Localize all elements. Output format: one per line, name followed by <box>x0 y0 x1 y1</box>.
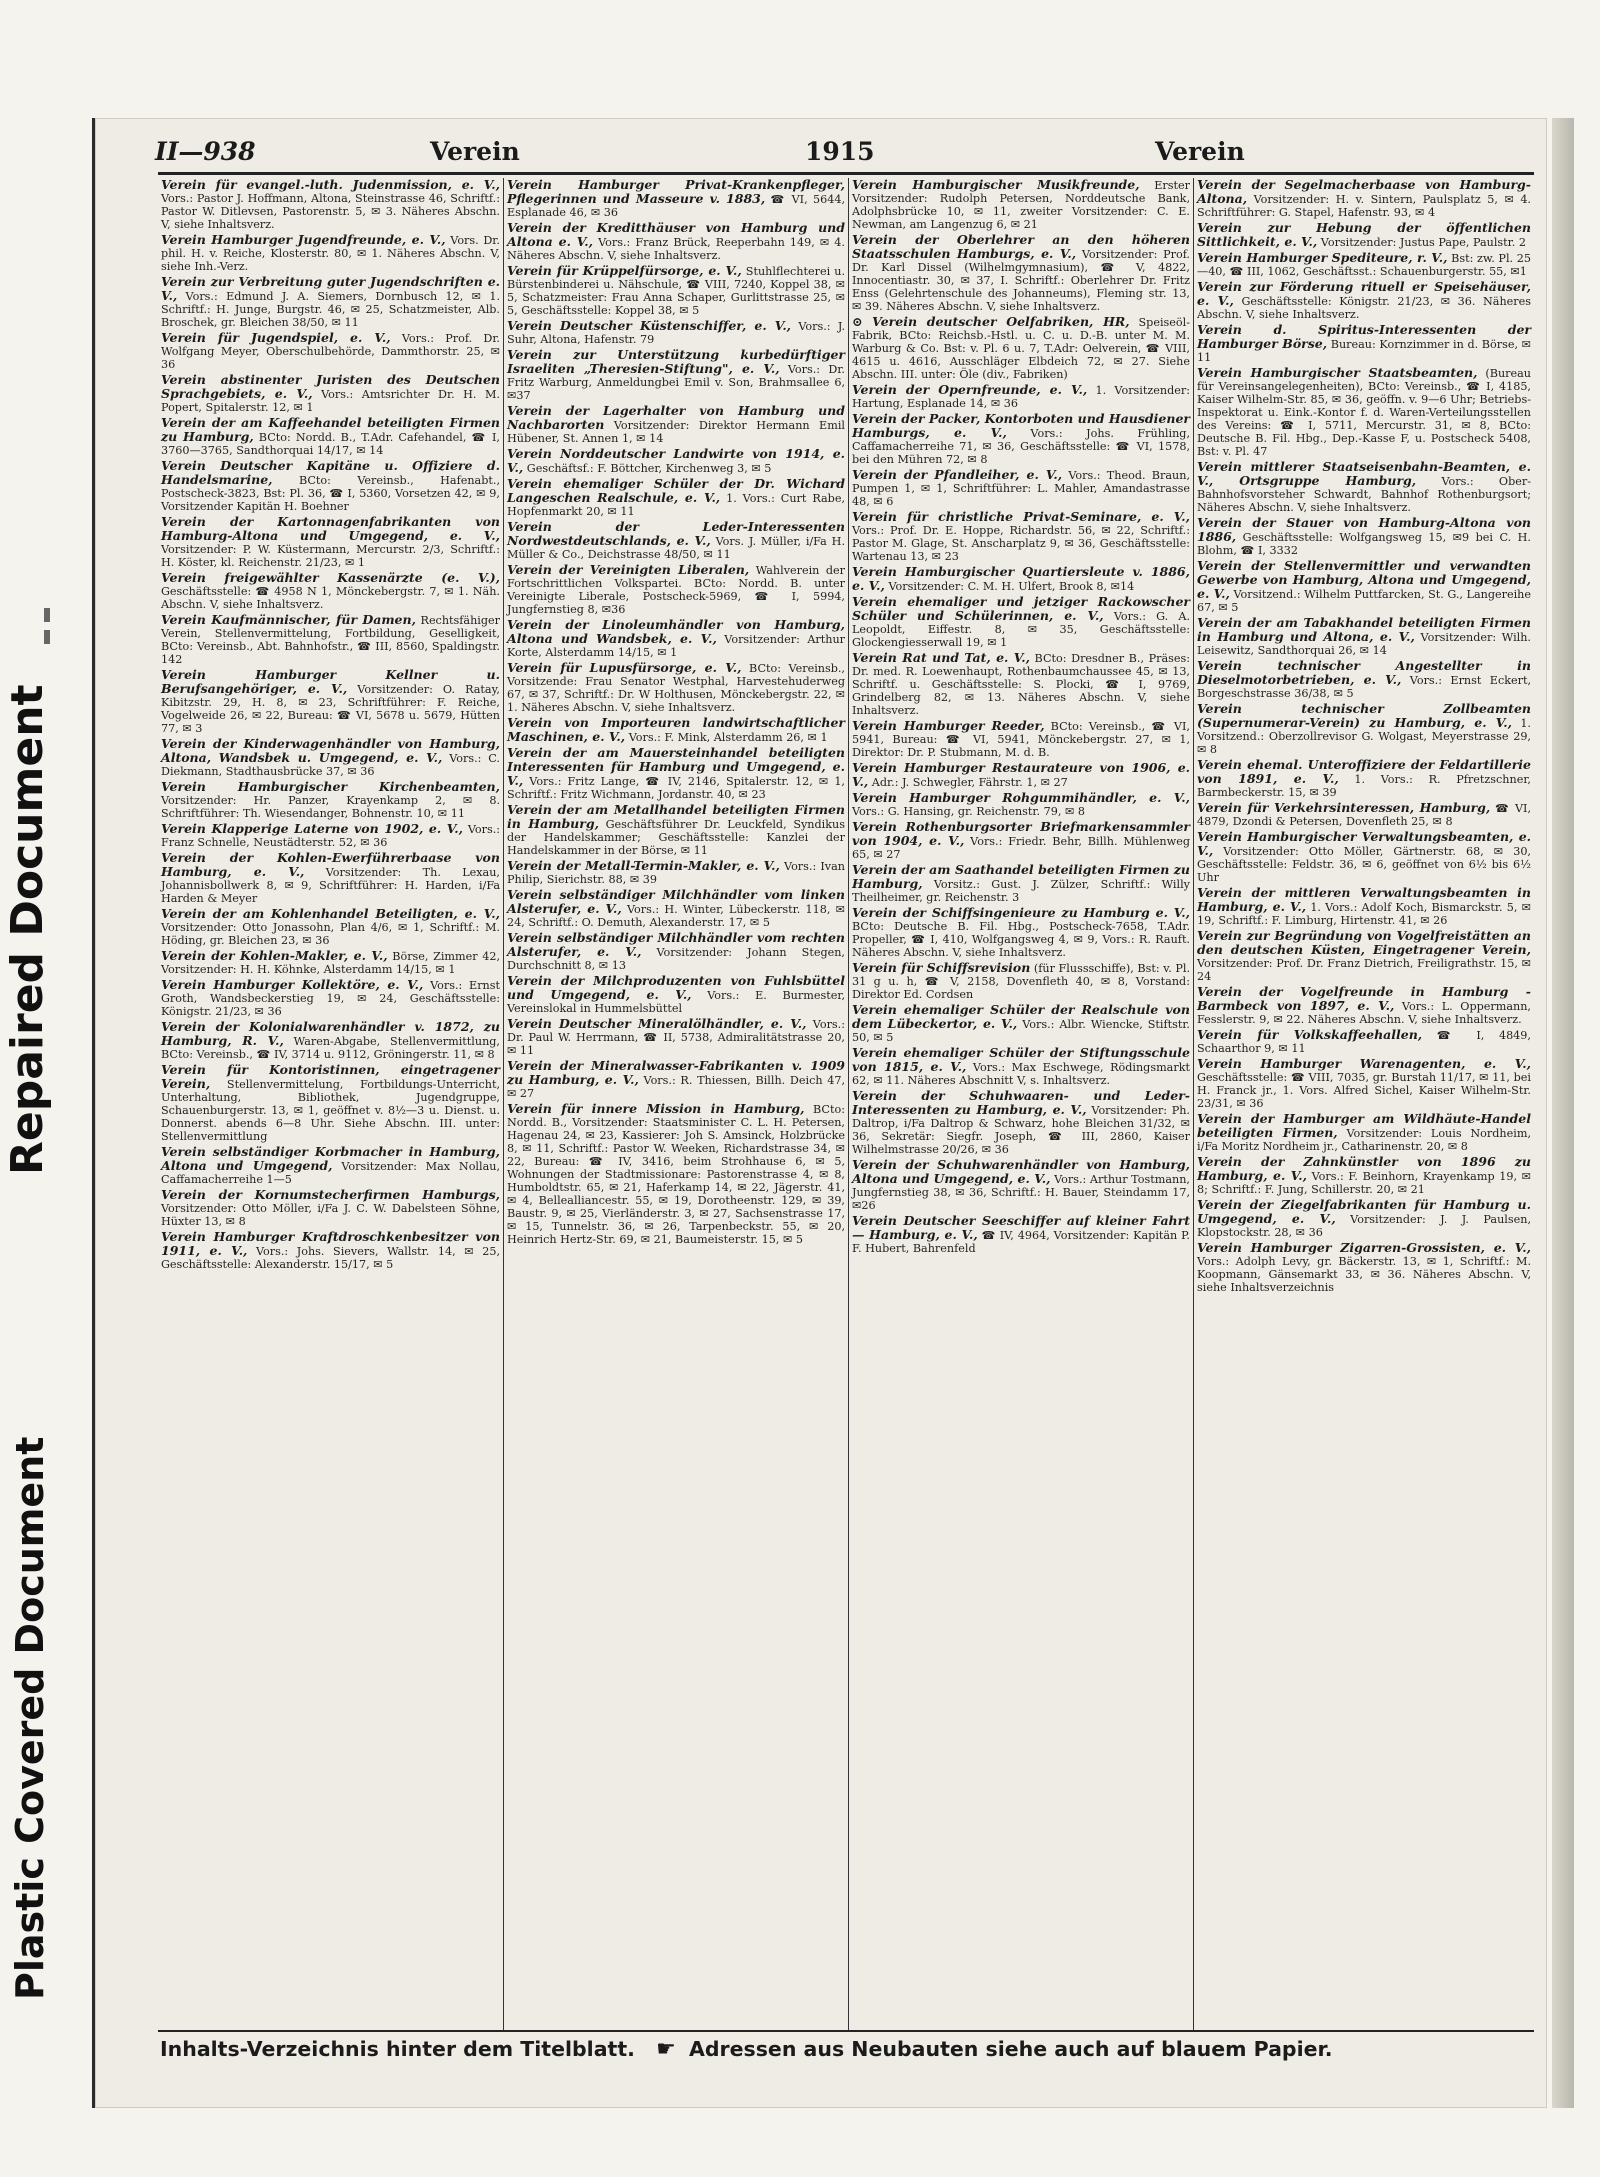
directory-entry <box>1197 460 1531 514</box>
entry-heading: Verein für christliche Privat-Seminare, e. V., <box>852 509 1190 524</box>
directory-entry <box>1197 616 1531 657</box>
directory-entry <box>507 618 845 659</box>
entry-body: Vorsitz.: Gust. J. Zülzer, Schriftf.: Willy Theilheimer, gr. Reichenstr. 3 <box>852 878 1190 904</box>
entry-heading: Verein der Kornumstecherfirmen Hamburgs, <box>161 1187 500 1202</box>
directory-entry <box>507 447 845 475</box>
directory-entry <box>161 571 500 611</box>
entry-heading: Verein der Kohlen-Makler, e. V., <box>161 948 388 963</box>
directory-entry <box>507 746 845 801</box>
entry-body: BCto: Nordd. B., T.Adr. Cafehandel, ☎ I, 3760—3765, Sandthorquai 14/17, ✉ 14 <box>161 431 500 457</box>
header-year: 1915 <box>805 137 875 166</box>
directory-entry <box>1197 178 1531 219</box>
entry-body: Vors.: Albr. Wiencke, Stiftstr. 50, ✉ 5 <box>852 1018 1190 1044</box>
directory-entry <box>852 961 1190 1001</box>
entry-body: 1. Vorsitzend.: Oberzollrevisor G. Wolgast, Meyerstrasse 29, ✉ 8 <box>1197 717 1531 756</box>
entry-heading: Verein Hamburgischer Musikfreunde, <box>852 178 1140 192</box>
entry-heading: Verein der am Kaffeehandel beteiligten Firmen zu Hamburg, <box>161 415 500 444</box>
directory-entry <box>1197 251 1531 278</box>
column-3 <box>848 178 1193 2030</box>
directory-entry <box>1197 886 1531 927</box>
entry-body: Vors.: Ivan Philip, Sierichstr. 88, ✉ 39 <box>507 860 846 886</box>
column-1 <box>158 178 503 2030</box>
page-edge <box>1552 118 1574 2108</box>
entry-heading: Verein für Verkehrsinteressen, Hamburg, <box>1197 800 1491 815</box>
entry-body: Vorsitzender: Arthur Korte, Alsterdamm 14/15, ✉ 1 <box>507 633 846 659</box>
entry-heading: Verein für Krüppelfürsorge, e. V., <box>507 263 742 278</box>
entry-heading: Verein Deutscher Kapitäne u. Offiziere d. Handelsmarine, <box>161 458 500 487</box>
page-number: II—938 <box>155 137 256 166</box>
entry-body: Vorsitzender: P. W. Küstermann, Mercurstr. 2/3, Schriftf.: H. Köster, kl. Reichenstr. 21/23, ✉ 1 <box>161 543 500 569</box>
entry-heading: Verein zur Hebung der öffentlichen Sittlichkeit, e. V., <box>1197 220 1531 249</box>
directory-entry <box>852 233 1190 313</box>
directory-entry <box>1197 985 1531 1026</box>
directory-entry <box>1197 659 1531 700</box>
entry-body: Geschäftsstelle: ☎ VIII, 7035, gr. Burstah 11/17, ✉ 11, bei H. Franck jr., 1. Vors. Alfred Sichel, Kaiser Wilhelm-Str. 23/31, ✉ 36 <box>1197 1071 1531 1110</box>
entry-body: Geschäftsstelle: ☎ 4958 N 1, Mönckebergstr. 7, ✉ 1. Näh. Abschn. V, siehe Inhaltsverz. <box>161 585 500 611</box>
entry-heading: Verein zur Begründung von Vogelfreistätten an den deutschen Küsten, Eingetragener Verein, <box>1197 928 1531 957</box>
entry-body: Vors.: Adolph Levy, gr. Bäckerstr. 13, ✉ 1, Schriftf.: M. Koopmann, Gänsemarkt 33, ✉ 36. Näheres Abschn. V, siehe Inhaltsverzeichnis <box>1197 1255 1531 1294</box>
directory-entry <box>161 1145 500 1186</box>
directory-entry <box>852 1214 1190 1255</box>
directory-entry <box>507 1017 845 1057</box>
entry-heading: Verein der Kinderwagenhändler von Hamburg, Altona, Wandsbek u. Umgegend, e. V., <box>161 736 500 765</box>
entry-body: Vors.: Friedr. Behr, Billh. Mühlenweg 65, ✉ 27 <box>852 835 1190 861</box>
page-header <box>155 137 1535 169</box>
directory-entry <box>852 178 1190 231</box>
entry-heading: Verein der Kolonialwarenhändler v. 1872, zu Hamburg, R. V., <box>161 1019 500 1048</box>
directory-entry <box>507 859 845 886</box>
entry-body: (für Flussschiffe), Bst: v. Pl. 31 g u. h, ☎ V, 2158, Dovenfleth 40, ✉ 8, Vorstand: Direktor Ed. Cordsen <box>852 962 1191 1001</box>
entry-body: Adr.: J. Schwegler, Fährstr. 1, ✉ 27 <box>871 776 1068 789</box>
entry-body: Vorsitzender: Otto Möller, Gärtnerstr. 68, ✉ 30, Geschäftsstelle: Feldstr. 36, ✉ 6, geöffnet von 6½ bis 6½ Uhr <box>1197 845 1531 884</box>
directory-entry <box>852 1089 1190 1156</box>
directory-entry <box>1197 1241 1531 1294</box>
entry-heading: ⊙ Verein deutscher Oelfabriken, HR, <box>852 314 1130 329</box>
entry-body: Vors.: Fritz Lange, ☎ IV, 2146, Spitalerstr. 12, ✉ 1, Schriftf.: Fritz Wichmann, Jordanstr. 40, ✉ 23 <box>507 775 845 801</box>
entry-heading: Verein Hamburger Kraftdroschkenbesitzer von 1911, e. V., <box>161 1229 500 1258</box>
entry-body: BCto: Vereinsb., Hafenabt., Postscheck-3823, Bst: Pl. 36, ☎ I, 5360, Vorsetzen 42, ✉ 9, Vorsitzender Kapitän H. Boehner <box>161 474 500 513</box>
entry-heading: Verein ehemaliger und jetziger Rackowscher Schüler und Schülerinnen, e. V., <box>852 594 1190 623</box>
directory-entry <box>507 404 845 445</box>
entry-body: Vorsitzender: Ph. Daltrop, i/Fa Daltrop & Schwarz, hohe Bleichen 31/32, ✉ 36, Sekretär: Siegfr. Joseph, ☎ III, 2860, Kaiser Wilhelmstrasse 20/26, ✉ 36 <box>852 1104 1190 1156</box>
entry-body: Vorsitzender: Louis Nordheim, i/Fa Moritz Nordheim jr., Catharinenstr. 20, ✉ 8 <box>1197 1127 1531 1153</box>
entry-heading: Verein technischer Angestellter in Dieselmotorbetrieben, e. V., <box>1197 658 1531 687</box>
entry-heading: Verein zur Förderung rituell er Speisehäuser, e. V., <box>1197 279 1531 308</box>
entry-heading: Verein der am Tabakhandel beteiligten Firmen in Hamburg und Altona, e. V., <box>1197 615 1531 644</box>
entry-heading: Verein Hamburger Kellner u. Berufsangehöriger, e. V., <box>161 667 500 696</box>
entry-body: Vors.: C. Diekmann, Stadthausbrücke 37, ✉ 36 <box>161 752 500 778</box>
entry-heading: Verein technischer Zollbeamten (Supernumerar-Verein) zu Hamburg, e. V., <box>1197 701 1531 730</box>
entry-heading: Verein für Kontoristinnen, eingetragener Verein, <box>161 1062 500 1091</box>
entry-heading: Verein der Schiffsingenieure zu Hamburg e. V., <box>852 905 1190 920</box>
entry-body: BCto: Vereinsb., Vorsitzende: Frau Senator Westphal, Harvestehuderweg 67, ✉ 37, Schriftf.: Dr. W Holthusen, Mönckebergstr. 22, ✉ 1. Näheres Abschn. V, siehe Inhaltsverz. <box>507 662 845 714</box>
entry-heading: Verein Hamburger Restaurateure von 1906, e. V., <box>852 760 1190 789</box>
entry-body: Vors.: F. Beinhorn, Krayenkamp 19, ✉ 8; Schriftf.: F. Jung, Schillerstr. 20, ✉ 21 <box>1197 1170 1531 1196</box>
entry-body: Vors.: Franz Schnelle, Neustädterstr. 52, ✉ 36 <box>161 823 501 849</box>
directory-entry <box>1197 221 1531 249</box>
pointing-hand-icon: ☛ <box>656 2037 676 2062</box>
entry-body: 1. Vors.: R. Pfretzschner, Barmbeckerstr. 15, ✉ 39 <box>1197 773 1531 799</box>
footer-rule <box>158 2030 1534 2032</box>
entry-heading: Verein der Packer, Kontorboten und Hausdiener Hamburgs, e. V., <box>852 411 1190 440</box>
directory-entry <box>507 264 845 317</box>
entry-heading: Verein der Segelmacherbaase von Hamburg-Altona, <box>1197 178 1531 206</box>
margin-mark <box>44 608 50 622</box>
entry-body: Geschäftsf.: F. Böttcher, Kirchenweg 3, ✉ 5 <box>526 462 772 475</box>
directory-entry <box>1197 1112 1531 1153</box>
directory-entry <box>1197 516 1531 557</box>
entry-heading: Verein Hamburger Spediteure, r. V., <box>1197 250 1448 265</box>
entry-heading: Verein Hamburger Warenagenten, e. V., <box>1197 1056 1531 1071</box>
directory-entry <box>1197 758 1531 799</box>
directory-entry <box>161 737 500 778</box>
entry-body: Vors.: Ernst Groth, Wandsbeckerstieg 19, ✉ 24, Geschäftsstelle: Königstr. 21/23, ✉ 36 <box>161 979 500 1018</box>
entry-heading: Verein Hamburger Rohgummihändler, e. V., <box>852 790 1190 805</box>
entry-heading: Verein der Mineralwasser-Fabrikanten v. 1909 zu Hamburg, e. V., <box>507 1058 845 1087</box>
entry-heading: Verein Rothenburgsorter Briefmarkensammler von 1904, e. V., <box>852 819 1190 848</box>
directory-entry <box>161 178 500 231</box>
directory-entry <box>852 315 1190 381</box>
directory-columns <box>158 178 1534 2030</box>
entry-heading: Verein der am Kohlenhandel Beteiligten, e. V., <box>161 906 500 921</box>
directory-entry <box>1197 702 1531 756</box>
entry-body: Vors.: Dr. Paul W. Herrmann, ☎ II, 5738, Admiralitätstrasse 20, ✉ 11 <box>507 1018 845 1057</box>
footer-address-note: Adressen aus Neubauten siehe auch auf blauem Papier. <box>688 2037 1333 2061</box>
entry-body: ☎ IV, 4964, Vorsitzender: Kapitän P. F. Hubert, Bahrenfeld <box>852 1229 1190 1255</box>
directory-entry <box>507 803 845 857</box>
entry-heading: Verein Hamburger Kollektöre, e. V., <box>161 977 424 992</box>
entry-heading: Verein der Kartonnagenfabrikanten von Hamburg-Altona und Umgegend, e. V., <box>161 514 500 543</box>
directory-entry <box>1197 366 1531 458</box>
entry-heading: Verein für innere Mission in Hamburg, <box>507 1101 805 1116</box>
directory-entry <box>161 822 500 849</box>
entry-heading: Verein Deutscher Seeschiffer auf kleiner Fahrt — Hamburg, e. V., <box>852 1213 1190 1242</box>
entry-body: Vors.: Max Eschwege, Rödingsmarkt 62, ✉ 11. Näheres Abschnitt V, s. Inhaltsverz. <box>852 1061 1190 1087</box>
directory-entry <box>852 565 1190 593</box>
entry-body: Vors.: Ernst Eckert, Borgeschstrasse 36/38, ✉ 5 <box>1197 674 1532 700</box>
entry-heading: Verein ehemal. Unteroffiziere der Feldartillerie von 1891, e. V., <box>1197 757 1531 786</box>
entry-heading: Verein der Oberlehrer an den höheren Staatsschulen Hamburgs, e. V., <box>852 232 1190 261</box>
directory-entry <box>507 661 845 714</box>
entry-heading: Verein der am Metallhandel beteiligten Firmen in Hamburg, <box>507 802 845 831</box>
entry-body: ☎ VI, 5644, Esplanade 46, ✉ 36 <box>507 193 845 219</box>
directory-entry <box>161 459 500 513</box>
directory-entry <box>852 510 1190 563</box>
entry-heading: Verein Rat und Tat, e. V., <box>852 650 1030 665</box>
entry-heading: Verein Hamburger Zigarren-Grossisten, e. V., <box>1197 1240 1531 1255</box>
directory-entry <box>852 651 1190 717</box>
directory-entry <box>852 1158 1190 1212</box>
entry-heading: Verein der Stellenvermittler und verwandten Gewerbe von Hamburg, Altona und Umgegend, e. V., <box>1197 558 1531 601</box>
directory-entry <box>1197 1155 1531 1196</box>
entry-heading: Verein ehemaliger Schüler der Dr. Wichard Langeschen Realschule, e. V., <box>507 476 845 505</box>
entry-heading: Verein Hamburger Jugendfreunde, e. V., <box>161 232 446 247</box>
directory-entry <box>852 1046 1190 1087</box>
directory-entry <box>507 221 845 262</box>
directory-entry <box>161 416 500 457</box>
entry-body: Vorsitzender: Th. Lexau, Johannisbollwerk 8, ✉ 9, Schriftführer: H. Harden, i/Fa Harden & Meyer <box>161 866 500 905</box>
directory-entry <box>1197 830 1531 884</box>
repaired-document-label: Repaired Document <box>2 684 53 1175</box>
entry-body: Vors.: E. Burmester, Vereinslokal in Hummelsbüttel <box>507 989 845 1015</box>
directory-entry <box>1197 801 1531 828</box>
directory-entry <box>161 668 500 735</box>
entry-heading: Verein Deutscher Mineralölhändler, e. V., <box>507 1016 807 1031</box>
entry-heading: Verein der Opernfreunde, e. V., <box>852 382 1088 397</box>
entry-heading: Verein der Kohlen-Ewerführerbaase von Hamburg, e. V., <box>161 850 500 879</box>
column-4 <box>1193 178 1534 2030</box>
directory-entry <box>507 931 845 972</box>
entry-body: Vors.: G. Hansing, gr. Reichenstr. 79, ✉ 8 <box>852 805 1086 818</box>
entry-body: Vors. J. Müller, i/Fa H. Müller & Co., Deichstrasse 48/50, ✉ 11 <box>507 535 845 561</box>
directory-entry <box>161 907 500 947</box>
entry-body: Vorsitzender: Max Nollau, Caffamacherreihe 1—5 <box>161 1160 501 1186</box>
directory-entry <box>1197 1057 1531 1110</box>
entry-heading: Verein mittlerer Staatseisenbahn-Beamten, e. V., Ortsgruppe Hamburg, <box>1197 459 1531 488</box>
entry-body: Waren-Abgabe, Stellenvermittlung, BCto: Vereinsb., ☎ IV, 3714 u. 9112, Gröningerstr. 11, ✉ 8 <box>161 1035 500 1061</box>
directory-entry <box>1197 559 1531 614</box>
entry-heading: Verein ehemaliger Schüler der Realschule von dem Lübeckertor, e. V., <box>852 1002 1190 1031</box>
entry-body: ☎ VI, 4879, Dzondi & Petersen, Dovenfleth 25, ✉ 8 <box>1197 802 1531 828</box>
entry-heading: Verein Hamburgischer Verwaltungsbeamten, e. V., <box>1197 829 1531 858</box>
entry-body: Vors.: Ober-Bahnhofsvorsteher Schwardt, Bahnhof Rothenburgsort; Näheres Abschn. V, siehe Inhaltsverz. <box>1197 475 1531 514</box>
entry-body: Vors.: Franz Brück, Reeperbahn 149, ✉ 4. Näheres Abschn. V, siehe Inhaltsverz. <box>507 236 845 262</box>
directory-entry <box>852 383 1190 410</box>
entry-body: Geschäftsstelle: Wolfgangsweg 15, ✉9 bei C. H. Blohm, ☎ I, 3332 <box>1197 531 1531 557</box>
entry-heading: Verein für Lupusfürsorge, e. V., <box>507 660 742 675</box>
footer-index-note: Inhalts-Verzeichnis hinter dem Titelblatt. <box>160 2037 635 2061</box>
entry-body: Vors.: Prof. Dr. E. Hoppe, Richardstr. 56, ✉ 22, Schriftf.: Pastor M. Glage, St. Anscharplatz 9, ✉ 36, Geschäftsstelle: Wartenau 13, ✉ 23 <box>852 524 1190 563</box>
directory-entry <box>852 412 1190 466</box>
entry-heading: Verein abstinenter Juristen des Deutschen Sprachgebiets, e. V., <box>161 372 500 401</box>
directory-entry <box>507 477 845 518</box>
entry-heading: Verein der Pfandleiher, e. V., <box>852 467 1063 482</box>
directory-entry <box>161 851 500 905</box>
directory-entry <box>1197 323 1531 364</box>
directory-entry <box>161 1188 500 1228</box>
directory-entry <box>507 1102 845 1246</box>
directory-entry <box>507 563 845 616</box>
entry-heading: Verein der Vereinigten Liberalen, <box>507 562 750 577</box>
entry-heading: Verein der Ziegelfabrikanten für Hamburg u. Umgegend, e. V., <box>1197 1197 1531 1226</box>
entry-body: Vorsitzender: Otto Möller, i/Fa J. C. W. Dabelsteen Söhne, Hüxter 13, ✉ 8 <box>161 1202 500 1228</box>
entry-body: Vorsitzender: Justus Pape, Paulstr. 2 <box>1320 236 1527 249</box>
entry-body: Vorsitzender: Prof. Dr. Franz Dietrich, Freiligrathstr. 15, ✉ 24 <box>1197 957 1531 983</box>
entry-body: 1. Vors.: Curt Rabe, Hopfenmarkt 20, ✉ 11 <box>507 492 846 518</box>
header-right-word: Verein <box>1155 137 1245 166</box>
entry-body: Vors.: R. Thiessen, Billh. Deich 47, ✉ 27 <box>507 1074 846 1100</box>
margin-mark <box>44 630 50 644</box>
entry-heading: Verein der am Mauersteinhandel beteiligten Interessenten für Hamburg und Umgegend, e. V., <box>507 745 845 788</box>
entry-body: Vors.: G. A. Leopoldt, Eiffestr. 8, ✉ 35, Geschäftsstelle: Glockengiesserwall 19, ✉ 1 <box>852 610 1191 649</box>
directory-entry <box>507 319 845 346</box>
entry-heading: Verein Norddeutscher Landwirte von 1914, e. V., <box>507 446 845 475</box>
entry-body: Geschäftsstelle: Königstr. 21/23, ✉ 36. Näheres Abschn. V, siehe Inhaltsverz. <box>1197 295 1532 321</box>
directory-entry <box>161 613 500 666</box>
entry-heading: Verein Klapperige Laterne von 1902, e. V., <box>161 821 464 836</box>
entry-body: ☎ I, 4849, Schaarthor 9, ✉ 11 <box>1197 1029 1531 1055</box>
directory-entry <box>1197 929 1531 983</box>
directory-entry <box>852 863 1190 904</box>
entry-body: Wahlverein der Fortschrittlichen Volkspartei. BCto: Nordd. B. unter Vereinigte Liberale, Postscheck-5969, ☎ I, 5994, Jungfernstieg 8, ✉36 <box>507 564 845 616</box>
directory-entry <box>161 1020 500 1061</box>
entry-heading: Verein der Stauer von Hamburg-Altona von 1886, <box>1197 515 1531 544</box>
entry-body: Vorsitzender: Otto Jonassohn, Plan 4/6, ✉ 1, Schriftf.: M. Höding, gr. Bleichen 23, ✉ 36 <box>161 921 500 947</box>
entry-body: Vorsitzender: J. J. Paulsen, Klopstockstr. 28, ✉ 36 <box>1197 1213 1532 1239</box>
directory-entry <box>161 949 500 976</box>
directory-entry <box>507 888 845 929</box>
entry-heading: Verein zur Unterstützung kurbedürftiger Israeliten „Theresien-Stiftung", e. V., <box>507 347 845 376</box>
entry-body: Börse, Zimmer 42, Vorsitzender: H. H. Köhnke, Alsterdamm 14/15, ✉ 1 <box>161 950 501 976</box>
entry-body: Vors. Dr. phil. H. v. Reiche, Klosterstr. 80, ✉ 1. Näheres Abschn. V, siehe Inh.-Verz. <box>161 234 500 273</box>
entry-body: Erster Vorsitzender: Rudolph Petersen, Norddeutsche Bank, Adolphsbrücke 10, ✉ 11, zweiter Vorsitzender: C. E. Newman, am Langenzug 6, ✉ 21 <box>852 179 1190 231</box>
entry-heading: Verein der Vogelfreunde in Hamburg - Barmbeck von 1897, e. V., <box>1197 984 1531 1013</box>
entry-heading: Verein d. Spiritus-Interessenten der Hamburger Börse, <box>1197 322 1531 351</box>
directory-entry <box>507 716 845 744</box>
directory-entry <box>507 348 845 402</box>
entry-body: Vorsitzender: C. M. H. Ulfert, Brook 8, ✉14 <box>888 580 1135 593</box>
directory-entry <box>161 373 500 414</box>
entry-heading: Verein der Schuhwaaren- und Leder-Interessenten zu Hamburg, e. V., <box>852 1088 1190 1117</box>
entry-heading: Verein Hamburgischer Quartiersleute v. 1886, e. V., <box>852 564 1190 593</box>
entry-body: Vorsitzender: Hr. Panzer, Krayenkamp 2, ✉ 8. Schriftführer: Th. Wiesendanger, Bohnenstr. 10, ✉ 11 <box>161 794 500 820</box>
entry-body: Vors.: Pastor J. Hoffmann, Altona, Steinstrasse 46, Schriftf.: Pastor W. Ditlevsen, Pastorenstr. 5, ✉ 3. Näheres Abschn. V, siehe Inhaltsverz. <box>161 192 500 231</box>
directory-entry <box>1197 1028 1531 1055</box>
directory-entry <box>852 719 1190 759</box>
entry-heading: Verein Hamburger Privat-Krankenpfleger, Pflegerinnen und Masseure v. 1883, <box>507 178 845 206</box>
entry-heading: Verein für Volkskaffeehallen, <box>1197 1027 1423 1042</box>
entry-body: Vorsitzender: Direktor Hermann Emil Hübener, St. Annen 1, ✉ 14 <box>507 419 845 445</box>
entry-heading: Verein Hamburgischer Kirchenbeamten, <box>161 779 500 794</box>
directory-entry <box>161 515 500 569</box>
entry-body: Vorsitzender: Prof. Dr. Karl Dissel (Wilhelmgymnasium), ☎ V, 4822, Innocentiastr. 30, ✉ 37, I. Schriftf.: Oberlehrer Dr. Fritz Enss (Gelehrtenschule des Johanneums), Fleming str. 13, ✉ 39. Näheres Abschn. V, siehe Inhaltsverz. <box>852 248 1190 313</box>
entry-body: Bureau: Kornzimmer in d. Börse, ✉11 <box>1197 338 1532 364</box>
entry-heading: Verein der Zahnkünstler von 1896 zu Hamburg, e. V., <box>1197 1154 1531 1183</box>
entry-body: Vors.: Amtsrichter Dr. H. M. Popert, Spitalerstr. 12, ✉ 1 <box>161 388 500 414</box>
entry-body: BCto: Deutsche B. Fil. Hbg., Postscheck-7658, T.Adr. Propeller, ☎ I, 410, Wolfgangsweg 4, ✉ 9, Vors.: R. Rauft. Näheres Abschn. V, siehe Inhaltsverz. <box>852 920 1190 959</box>
entry-body: 1. Vorsitzender: Hartung, Esplanade 14, ✉ 36 <box>852 384 1190 410</box>
plastic-covered-document-label: Plastic Covered Document <box>8 1436 52 2000</box>
entry-heading: Verein von Importeuren landwirtschaftlicher Maschinen, e. V., <box>507 715 845 744</box>
entry-body: Speiseöl-Fabrik, BCto: Reichsb.-Hstl. u. C. u. D.-B. unter M. M. Warburg & Co. Bst: v. Pl. 6 u. 7, T.Adr: Oelverein, ☎ VIII, 4615 u. 4616, Ausschläger Elbdeich 72, ✉ 27. Siehe Abschn. III. unter: Öle (div., Fabriken) <box>852 316 1190 381</box>
directory-entry <box>507 520 845 561</box>
entry-heading: Verein der Kreditthäuser von Hamburg und Altona e. V., <box>507 220 845 249</box>
entry-body: Vors.: Theod. Braun, Pumpen 1, ✉ 1, Schriftführer: L. Mahler, Amandastrasse 48, ✉ 6 <box>852 469 1191 508</box>
entry-heading: Verein Hamburgischer Staatsbeamten, <box>1197 365 1478 380</box>
entry-body: Vors.: Dr. Fritz Warburg, Anmeldungbei Emil v. Son, Brahmsallee 6, ✉37 <box>507 363 845 402</box>
footer <box>160 2037 1536 2062</box>
entry-body: Vors.: L. Oppermann, Fesslerstr. 9, ✉ 22. Näheres Abschn. V, siehe Inhaltsverz. <box>1197 1000 1531 1026</box>
entry-heading: Verein der mittleren Verwaltungsbeamten in Hamburg, e. V., <box>1197 885 1531 914</box>
entry-body: Vorsitzender: Johann Stegen, Durchschnitt 8, ✉ 13 <box>507 946 845 972</box>
entry-heading: Verein für Jugendspiel, e. V., <box>161 330 391 345</box>
entry-heading: Verein der am Saathandel beteiligten Firmen zu Hamburg, <box>852 862 1190 891</box>
entry-heading: Verein der Linoleumhändler von Hamburg, Altona und Wandsbek, e. V., <box>507 617 845 646</box>
entry-heading: Verein selbständiger Korbmacher in Hamburg, Altona und Umgegend, <box>161 1144 500 1173</box>
entry-heading: Verein zur Verbreitung guter Jugendschriften e. V., <box>161 274 500 303</box>
entry-heading: Verein selbständiger Milchhändler vom rechten Alsterufer, e. V., <box>507 930 845 959</box>
directory-entry <box>852 906 1190 959</box>
directory-entry <box>161 1063 500 1143</box>
entry-heading: Verein Hamburger Reeder, <box>852 718 1045 733</box>
directory-entry <box>161 780 500 820</box>
entry-heading: Verein der Lagerhalter von Hamburg und Nachbarorten <box>507 403 845 432</box>
entry-heading: Verein der Milchproduzenten von Fuhlsbüttel und Umgegend, e. V., <box>507 973 845 1002</box>
directory-entry <box>507 178 845 219</box>
entry-body: (Bureau für Vereinsangelegenheiten), BCto: Vereinsb., ☎ I, 4185, Kaiser Wilhelm-Str. 85, ✉ 36, geöffn. v. 9—6 Uhr; Betriebs-Inspektorat u. Eink.-Kontor f. d. Waren-Verteilungsstellen des Vereins: ☎ I, 5711, Mercurstr. 31, ✉ 8, BCto: Deutsche B. Fil. Hbg., Dep.-Kasse F, u. Postscheck 5408, Bst: v. Pl. 47 <box>1197 367 1531 458</box>
entry-heading: Verein für evangel.-luth. Judenmission, e. V., <box>161 178 500 192</box>
entry-body: Stellenvermittelung, Fortbildungs-Unterricht, Unterhaltung, Bibliothek, Jugendgruppe, Schauenburgerstr. 13, ✉ 1, geöffnet v. 8½—3 u. Dienst. u. Donnerst. abends 6—8 Uhr. Siehe Abschn. III. unter: Stellenvermittlung <box>161 1078 501 1143</box>
entry-body: Vorsitzend.: Wilhelm Puttfarcken, St. G., Langereihe 67, ✉ 5 <box>1197 588 1532 614</box>
column-2 <box>503 178 848 2030</box>
header-rule <box>158 172 1534 175</box>
entry-body: Vors.: Johs. Sievers, Wallstr. 14, ✉ 25, Geschäftsstelle: Alexanderstr. 15/17, ✉ 5 <box>161 1245 500 1271</box>
entry-body: BCto: Dresdner B., Präses: Dr. med. R. Loewenhaupt, Rothenbaumchaussee 45, ✉ 13, Schriftf. u. Geschäftsstelle: S. Plocki, ☎ I, 9769, Grindelberg 82, ✉ 13. Näheres Abschn. V, siehe Inhaltsverz. <box>852 652 1190 717</box>
entry-body: Vors.: J. Suhr, Altona, Hafenstr. 79 <box>507 320 845 346</box>
directory-entry <box>852 761 1190 789</box>
entry-body: Vors.: Johs. Frühling, Caffamacherreihe 71, ✉ 36, Geschäftsstelle: ☎ VI, 1578, bei den Mühren 72, ✉ 8 <box>852 427 1191 466</box>
directory-entry <box>852 820 1190 861</box>
entry-heading: Verein Kaufmännischer, für Damen, <box>161 612 416 627</box>
directory-entry <box>507 974 845 1015</box>
entry-body: Vors.: Edmund J. A. Siemers, Dornbusch 12, ✉ 1. Schriftf.: H. Junge, Burgstr. 46, ✉ 25, Schatzmeister, Alb. Broschek, gr. Bleichen 38/50, ✉ 11 <box>161 290 500 329</box>
directory-entry <box>852 791 1190 818</box>
entry-body: Rechtsfähiger Verein, Stellenvermittelung, Fortbildung, Geselligkeit, BCto: Vereinsb., Abt. Bahnhofstr., ☎ III, 8560, Spaldingstr. 142 <box>161 614 500 666</box>
entry-body: BCto: Vereinsb., ☎ VI, 5941, Bureau: ☎ VI, 5941, Mönckebergstr. 27, ✉ 1, Direktor: Dr. P. Stubmann, M. d. B. <box>852 720 1190 759</box>
entry-heading: Verein der Schuhwarenhändler von Hamburg, Altona und Umgegend, e. V., <box>852 1157 1190 1186</box>
entry-heading: Verein der Leder-Interessenten Nordwestdeutschlands, e. V., <box>507 519 845 548</box>
directory-entry <box>161 275 500 329</box>
entry-body: Vors.: Prof. Dr. Wolfgang Meyer, Oberschulbehörde, Dammthorstr. 25, ✉ 36 <box>161 332 500 371</box>
entry-body: Vorsitzender: H. v. Sintern, Paulsplatz 5, ✉ 4. Schriftführer: G. Stapel, Hafenstr. 93, ✉ 4 <box>1197 193 1531 219</box>
entry-body: Vorsitzender: O. Ratay, Kibitzstr. 29, H. 8, ✉ 23, Schriftführer: F. Reiche, Vogelweide 26, ✉ 22, Bureau: ☎ VI, 5678 u. 5679, Hütten 77, ✉ 3 <box>161 683 500 735</box>
entry-body: 1. Vors.: Adolf Koch, Bismarckstr. 5, ✉ 19, Schriftf.: F. Limburg, Hirtenstr. 41, ✉ 26 <box>1197 901 1531 927</box>
entry-body: Vors.: H. Winter, Lübeckerstr. 118, ✉ 24, Schriftf.: O. Demuth, Alexanderstr. 17, ✉ 5 <box>507 903 845 929</box>
directory-entry <box>852 468 1190 508</box>
entry-body: Vors.: F. Mink, Alsterdamm 26, ✉ 1 <box>628 731 828 744</box>
directory-entry <box>161 331 500 371</box>
header-left-word: Verein <box>430 137 520 166</box>
entry-heading: Verein selbständiger Milchhändler vom linken Alsterufer, e. V., <box>507 887 845 916</box>
entry-heading: Verein freigewählter Kassenärzte (e. V.), <box>161 570 500 585</box>
entry-body: Vors.: Arthur Tostmann, Jungfernstieg 38, ✉ 36, Schriftf.: H. Bauer, Steindamm 17, ✉26 <box>852 1173 1190 1212</box>
entry-heading: Verein ehemaliger Schüler der Stiftungsschule von 1815, e. V., <box>852 1045 1190 1074</box>
entry-heading: Verein der Metall-Termin-Makler, e. V., <box>507 858 780 873</box>
entry-heading: Verein der Hamburger am Wildhäute-Handel beteiligten Firmen, <box>1197 1111 1531 1140</box>
entry-body: Vorsitzender: Wilh. Leisewitz, Sandthorquai 26, ✉ 14 <box>1197 631 1531 657</box>
directory-entry <box>507 1059 845 1100</box>
directory-entry <box>161 1230 500 1271</box>
entry-body: Stuhlflechterei u. Bürstenbinderei u. Nähschule, ☎ VIII, 7240, Koppel 38, ✉ 5, Schatzmeister: Frau Anna Schaper, Gurlittstrasse 25, ✉ 5, Geschäftsstelle: Koppel 38, ✉ 5 <box>507 265 845 317</box>
directory-entry <box>852 595 1190 649</box>
directory-entry <box>161 233 500 273</box>
entry-heading: Verein für Schiffsrevision <box>852 960 1031 975</box>
entry-body: Bst: zw. Pl. 25—40, ☎ III, 1062, Geschäftsst.: Schauenburgerstr. 55, ✉1 <box>1197 252 1531 278</box>
directory-entry <box>1197 1198 1531 1239</box>
directory-entry <box>1197 280 1531 321</box>
directory-entry <box>852 1003 1190 1044</box>
entry-body: Geschäftsführer Dr. Leuckfeld, Syndikus der Handelskammer; Geschäftsstelle: Kanzlei der Handelskammer in der Börse, ✉ 11 <box>507 818 845 857</box>
entry-body: BCto: Nordd. B., Vorsitzender: Staatsminister C. L. H. Petersen, Hagenau 24, ✉ 23, Kassierer: Joh S. Amsinck, Holzbrücke 8, ✉ 11, Schriftf.: Pastor W. Weeken, Richardstrasse 34, ✉ 22, Bureau: ☎ IV, 3416, beim Strohhause 6, ✉ 5, Wohnungen der Stadtmissionare: Pastorenstrasse 4, ✉ 8, Humboldtstr. 65, ✉ 21, Haferkamp 14, ✉ 22, Jägerstr. 41, ✉ 4, Bellealliancestr. 55, ✉ 19, Dorotheenstr. 129, ✉ 39, Baustr. 9, ✉ 25, Vierländerstr. 3, ✉ 27, Sachsenstrasse 17, ✉ 15, Tunnelstr. 36, ✉ 26, Tarpenbeckstr. 55, ✉ 20, Heinrich Hertz-Str. 69, ✉ 21, Baumeisterstr. 15, ✉ 5 <box>507 1103 845 1246</box>
directory-entry <box>161 978 500 1018</box>
entry-heading: Verein Deutscher Küstenschiffer, e. V., <box>507 318 792 333</box>
